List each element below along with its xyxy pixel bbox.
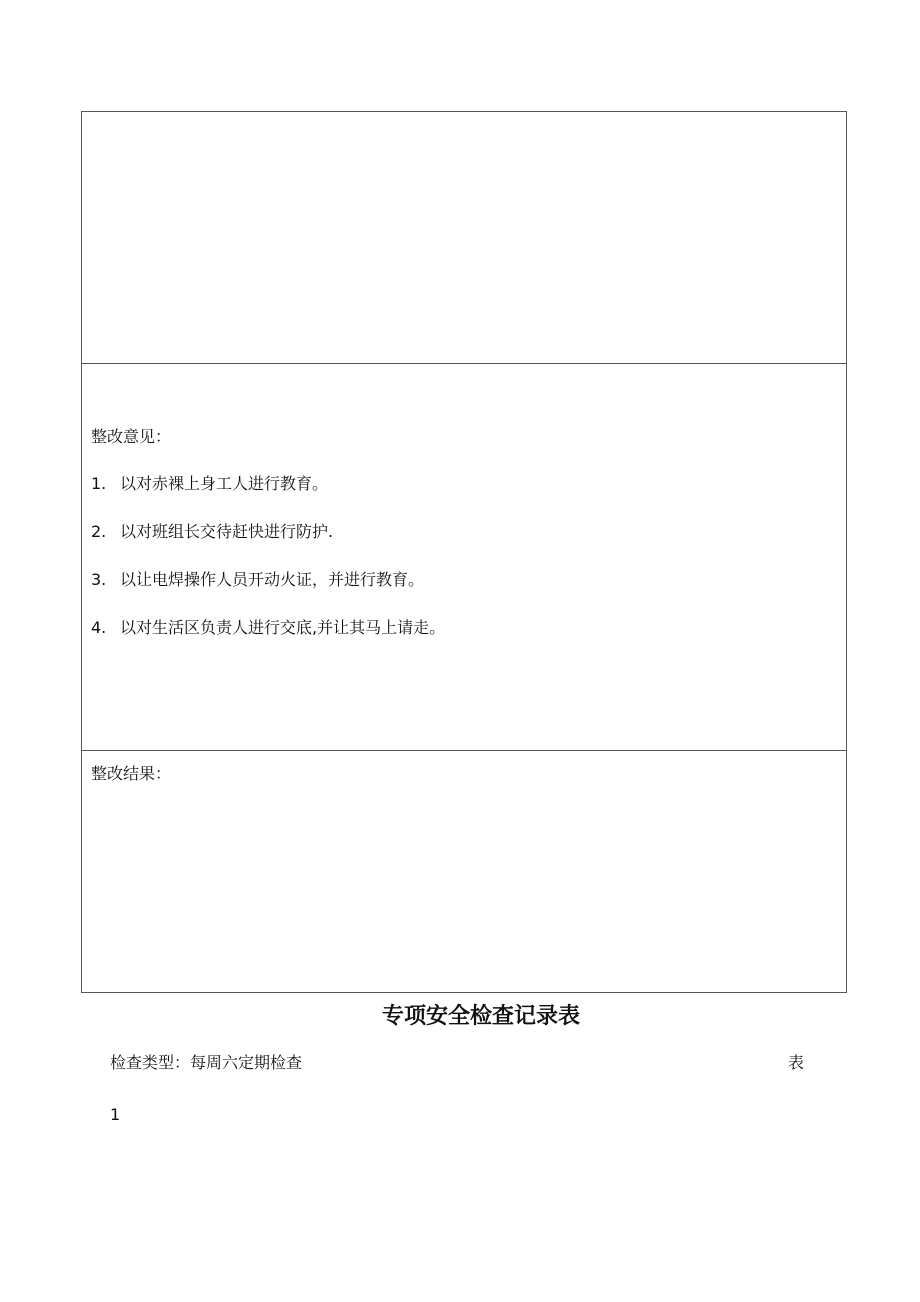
rectification-result-cell [82, 751, 846, 992]
opinion-item-text: 以对班组长交待赶快进行防护. [120, 522, 334, 541]
opinion-item-number: 3. [91, 570, 107, 589]
document-title: 专项安全检查记录表 [381, 1004, 580, 1029]
opinion-item-number: 4. [91, 618, 107, 637]
opinion-item-text: 以对生活区负责人进行交底,并让其马上请走。 [120, 618, 446, 637]
opinion-item [91, 570, 424, 590]
rectification-opinion-cell [82, 364, 846, 751]
inspection-record-table [81, 111, 847, 993]
opinion-item-number: 2. [91, 522, 107, 541]
opinion-item-number: 1. [91, 474, 107, 493]
opinion-item-text: 以让电焊操作人员开动火证，并进行教育。 [120, 570, 425, 589]
opinion-item [91, 618, 445, 638]
page-number: 1 [110, 1105, 121, 1124]
rectification-opinion-label: 整改意见： [91, 427, 172, 446]
rectification-result-label: 整改结果： [91, 764, 172, 783]
blank-record-cell [82, 112, 846, 364]
opinion-item-text: 以对赤裸上身工人进行教育。 [120, 474, 329, 493]
inspection-type: 检查类型：每周六定期检查 [110, 1053, 303, 1072]
opinion-item [91, 522, 333, 542]
opinion-item [91, 474, 328, 494]
table-label: 表 [788, 1053, 805, 1072]
